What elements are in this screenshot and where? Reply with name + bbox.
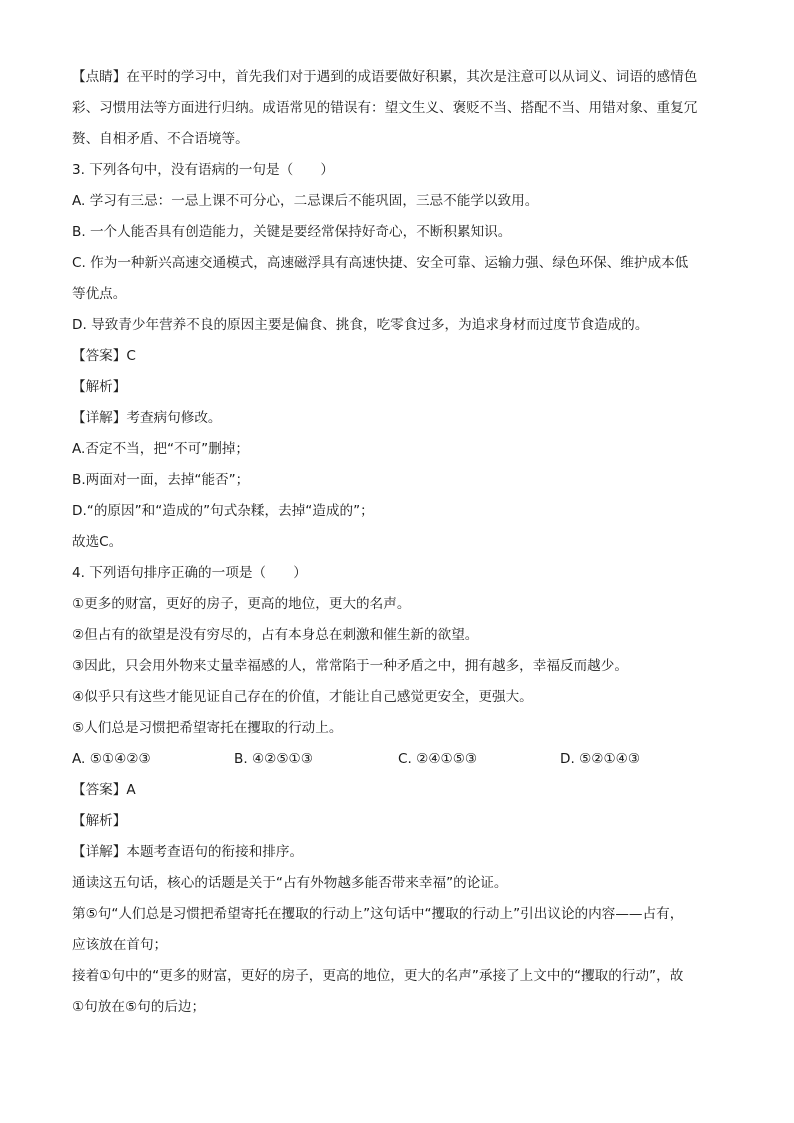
- q3-answer: 【答案】C: [72, 348, 136, 364]
- q4-paragraph-2-line-2: 应该放在首句；: [72, 937, 168, 953]
- q3-explain-d: D.“的原因”和“造成的”句式杂糅，去掉“造成的”；: [72, 503, 374, 519]
- q4-sentence-2: ②但占有的欲望是没有穷尽的，占有本身总在刺激和催生新的欲望。: [72, 627, 479, 643]
- q3-detail: 【详解】考查病句修改。: [72, 410, 222, 426]
- q3-option-c-line-1: C. 作为一种新兴高速交通模式，高速磁浮具有高速快捷、安全可靠、运输力强、绿色环保、维护成本低: [72, 255, 689, 271]
- q3-option-d: D. 导致青少年营养不良的原因主要是偏食、挑食，吃零食过多，为追求身材而过度节食造成的。: [72, 317, 649, 333]
- q4-sentence-5: ⑤人们总是习惯把希望寄托在攫取的行动上。: [72, 720, 343, 736]
- q4-answer: 【答案】A: [72, 782, 136, 798]
- q3-stem: 3. 下列各句中，没有语病的一句是（ ）: [72, 162, 334, 178]
- q3-conclusion: 故选C。: [72, 534, 123, 550]
- dianjing-line-2: 彩、习惯用法等方面进行归纳。成语常见的错误有：望文生义、褒贬不当、搭配不当、用错对象、重复冗: [72, 100, 698, 116]
- q4-option-c: C. ②④①⑤③: [398, 751, 478, 767]
- q4-paragraph-1: 通读这五句话，核心的话题是关于“占有外物越多能否带来幸福”的论证。: [72, 875, 508, 891]
- q4-analysis-label: 【解析】: [72, 813, 127, 829]
- q3-option-a: A. 学习有三忌：一忌上课不可分心，二忌课后不能巩固，三忌不能学以致用。: [72, 193, 539, 209]
- q4-option-d: D. ⑤②①④③: [560, 751, 641, 767]
- q4-stem: 4. 下列语句排序正确的一项是（ ）: [72, 565, 307, 581]
- q4-sentence-1: ①更多的财富，更好的房子，更高的地位，更大的名声。: [72, 596, 411, 612]
- q3-explain-a: A.否定不当，把“不可”删掉；: [72, 441, 249, 457]
- q4-paragraph-2-line-1: 第⑤句“人们总是习惯把希望寄托在攫取的行动上”这句话中“攫取的行动上”引出议论的内容——占有，: [72, 906, 684, 922]
- q4-option-a: A. ⑤①④②③: [72, 751, 151, 767]
- q3-option-b: B. 一个人能否具有创造能力，关键是要经常保持好奇心，不断积累知识。: [72, 224, 512, 240]
- q4-sentence-3: ③因此，只会用外物来丈量幸福感的人，常常陷于一种矛盾之中，拥有越多，幸福反而越少。: [72, 658, 628, 674]
- q4-option-b: B. ④②⑤①③: [234, 751, 313, 767]
- q4-paragraph-3-line-1: 接着①句中的“更多的财富，更好的房子，更高的地位，更大的名声”承接了上文中的“攫取的行动”，故: [72, 968, 684, 984]
- q3-option-c-line-2: 等优点。: [72, 286, 127, 302]
- q4-detail: 【详解】本题考查语句的衔接和排序。: [72, 844, 304, 860]
- q3-explain-b: B.两面对一面，去掉“能否”；: [72, 472, 250, 488]
- dianjing-line-3: 赘、自相矛盾、不合语境等。: [72, 131, 249, 147]
- q4-paragraph-3-line-2: ①句放在⑤句的后边；: [72, 999, 206, 1015]
- dianjing-line-1: 【点睛】在平时的学习中，首先我们对于遇到的成语要做好积累，其次是注意可以从词义、词语的感情色: [72, 69, 698, 85]
- q4-sentence-4: ④似乎只有这些才能见证自己存在的价值，才能让自己感觉更安全，更强大。: [72, 689, 533, 705]
- q3-analysis-label: 【解析】: [72, 379, 127, 395]
